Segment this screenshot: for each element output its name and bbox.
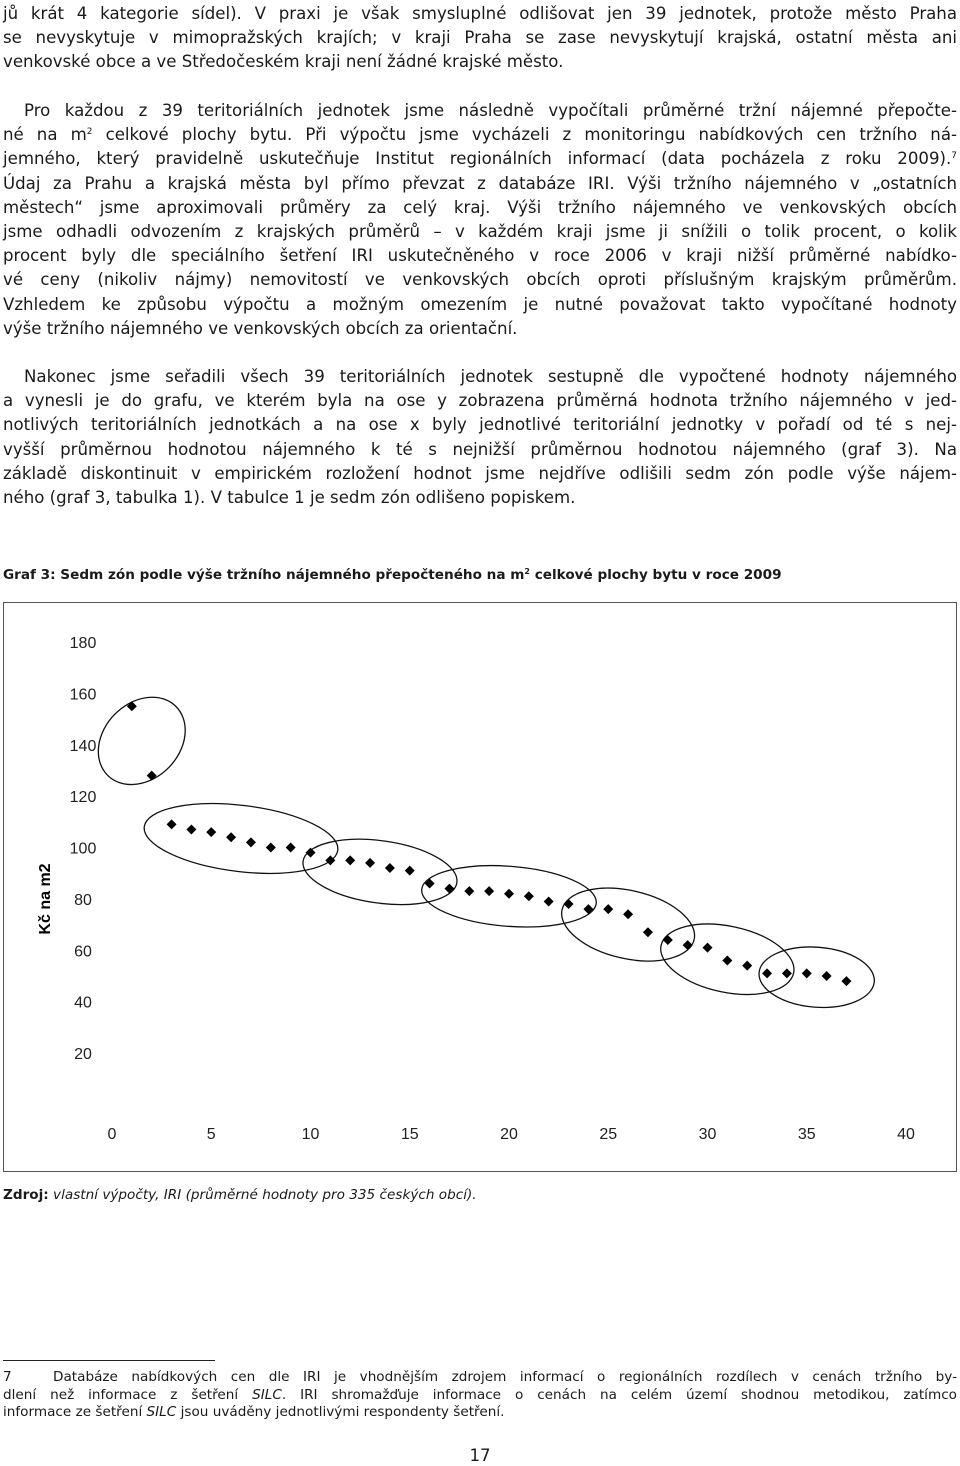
data-point bbox=[524, 891, 534, 901]
page-number: 17 bbox=[469, 1446, 491, 1465]
data-point bbox=[742, 961, 752, 971]
footnote-ref[interactable]: 7 bbox=[951, 151, 957, 162]
y-tick-label: 100 bbox=[69, 840, 97, 858]
text-line: jsme odhadli odvozením z krajských průměrů – v každém kraji jsme ji snížili o tolik procent, o kolik bbox=[3, 222, 957, 242]
source-label: Zdroj: bbox=[3, 1187, 49, 1203]
footnote-number: 7 bbox=[3, 1369, 12, 1385]
x-tick-label: 15 bbox=[400, 1126, 419, 1143]
text-line: Pro každou z 39 teritoriálních jednotek jsme následně vypočítali průměrné tržní nájemné přepočte- bbox=[24, 101, 957, 120]
x-tick-label: 10 bbox=[301, 1126, 320, 1143]
chart-source bbox=[3, 1187, 477, 1203]
text-line: ného (graf 3, tabulka 1). V tabulce 1 je sedm zón odlišeno popiskem. bbox=[3, 488, 576, 508]
data-point bbox=[544, 896, 554, 906]
data-point bbox=[345, 855, 355, 865]
data-point bbox=[802, 968, 812, 978]
caption-text: Graf 3: Sedm zón podle výše tržního nájemného přepočteného na m bbox=[3, 567, 525, 583]
data-point bbox=[425, 878, 435, 888]
data-point bbox=[663, 935, 673, 945]
y-tick-label: 160 bbox=[69, 686, 97, 704]
paragraph-1 bbox=[3, 2, 957, 75]
paragraph-2 bbox=[3, 99, 957, 341]
text-line: vé ceny (nikoliv nájmy) nemovitostí ve venkovských obcích oproti příslušným krajským průměrům. bbox=[3, 270, 957, 290]
text-line: procent byly dle speciálního šetření IRI uskutečněného v roce 2006 v kraji nižší průměrné nabídko- bbox=[3, 246, 957, 266]
zone-ellipse bbox=[140, 794, 341, 883]
data-point bbox=[286, 843, 296, 853]
footnote-divider bbox=[3, 1360, 215, 1361]
data-point bbox=[762, 968, 772, 978]
footnote-line bbox=[3, 1404, 957, 1422]
y-axis-label: Kč na m2 bbox=[37, 863, 54, 935]
text-line: vyšší průměrnou hodnotou nájemného k té s nejnižší průměrnou hodnotou nájemného (graf 3). Na bbox=[3, 439, 957, 459]
footnote-fragment: . IRI shromažďuje informace o cenách na celém území shodnou metodikou, zatímco bbox=[281, 1386, 957, 1403]
y-tick-label: 20 bbox=[74, 1046, 92, 1063]
text-line: notlivých teritoriálních jednotkách a na ose x byly jednotlivé teritoriální jednotky v pořadí od té s nej- bbox=[3, 415, 957, 435]
data-point bbox=[703, 943, 713, 953]
data-point bbox=[841, 976, 851, 986]
x-tick-label: 0 bbox=[107, 1126, 117, 1143]
y-tick-label: 40 bbox=[74, 994, 92, 1012]
footnote-line bbox=[3, 1387, 957, 1405]
paragraph-3 bbox=[3, 365, 957, 510]
data-point bbox=[246, 837, 256, 847]
footnote-body bbox=[3, 1369, 957, 1387]
text-line: výše tržního nájemného ve venkovských obcích za orientační. bbox=[3, 318, 518, 338]
text-line bbox=[3, 147, 957, 171]
data-point bbox=[822, 971, 832, 981]
text-line: Údaj za Prahu a krajská města byl přímo převzat z databáze IRI. Výši tržního nájemného v „ostatních bbox=[3, 173, 957, 193]
data-point bbox=[167, 819, 177, 829]
data-point bbox=[365, 858, 375, 868]
y-tick-label: 140 bbox=[69, 737, 97, 755]
data-point bbox=[722, 956, 732, 966]
y-tick-label: 120 bbox=[69, 789, 97, 807]
y-tick-label: 180 bbox=[69, 635, 97, 652]
data-point bbox=[683, 940, 693, 950]
data-point bbox=[643, 927, 653, 937]
footnote-fragment: informace ze šetření bbox=[3, 1404, 147, 1421]
data-point bbox=[603, 904, 613, 914]
data-point bbox=[464, 886, 474, 896]
superscript: 2 bbox=[86, 127, 93, 138]
text-line: se nevyskytuje v mimopražských krajích; v kraji Praha se zase nevyskytují krajská, ostatní města ani bbox=[3, 28, 957, 48]
text-line: Vzhledem ke způsobu výpočtu a možným omezením je nutné považovat takto vypočítané hodnoty bbox=[3, 294, 957, 314]
x-tick-label: 20 bbox=[500, 1126, 518, 1143]
data-point bbox=[206, 827, 216, 837]
text-line bbox=[3, 123, 957, 147]
text-line: Nakonec jsme seřadili všech 39 teritoriálních jednotek sestupně dle vypočtené hodnoty nájemného bbox=[24, 367, 957, 386]
footnote bbox=[3, 1369, 957, 1422]
zone-ellipse bbox=[299, 830, 461, 913]
source-text: vlastní výpočty, IRI (průměrné hodnoty pro 335 českých obcí). bbox=[48, 1187, 477, 1203]
data-point bbox=[385, 863, 395, 873]
x-tick-label: 35 bbox=[797, 1126, 816, 1143]
data-point bbox=[782, 968, 792, 978]
x-tick-label: 40 bbox=[897, 1126, 915, 1143]
data-point bbox=[226, 832, 236, 842]
text-line: základě diskontinuit v empirickém rozložení hodnot jsme nejdříve odlišili sedm zón podle výše nájem- bbox=[3, 463, 957, 483]
footnote-fragment-italic: SILC bbox=[252, 1386, 282, 1403]
data-point bbox=[623, 909, 633, 919]
text-line: a vynesli je do grafu, ve kterém byla na ose y zobrazena průměrná hodnota tržního nájemného v jed- bbox=[3, 391, 957, 411]
text-line: městech“ jsme aproximovali průměry za celý kraj. Výši tržního nájemného ve venkovských obcích bbox=[3, 197, 957, 217]
data-point bbox=[147, 771, 157, 781]
caption-superscript: 2 bbox=[524, 567, 530, 576]
caption-tail: celkové plochy bytu v roce 2009 bbox=[530, 567, 782, 583]
footnote-fragment-italic: SILC bbox=[146, 1404, 177, 1421]
data-point bbox=[186, 825, 196, 835]
y-tick-label: 80 bbox=[74, 891, 92, 909]
data-point bbox=[306, 848, 316, 858]
x-tick-label: 30 bbox=[698, 1126, 717, 1143]
footnote-fragment: dlení než informace z šetření bbox=[3, 1386, 253, 1403]
data-point bbox=[444, 884, 454, 894]
zone-ellipse bbox=[81, 680, 203, 802]
x-tick-label: 25 bbox=[599, 1126, 618, 1143]
data-point bbox=[484, 886, 494, 896]
zone-ellipse bbox=[555, 876, 702, 972]
text-line: venkovské obce a ve Středočeském kraji není žádné krajské město. bbox=[3, 52, 564, 72]
scatter-chart bbox=[4, 603, 956, 1171]
text-fragment: né na m bbox=[3, 125, 87, 145]
text-line: jů krát 4 kategorie sídel). V praxi je však smysluplné odlišovat jen 39 jednotek, protože město Praha bbox=[3, 4, 957, 23]
text-fragment: jemného, který pravidelně uskutečňuje Institut regionálních informací (data pocházela z roku 2009). bbox=[3, 149, 952, 169]
data-point bbox=[504, 889, 514, 899]
figure-caption bbox=[3, 567, 782, 583]
text-fragment: celkové plochy bytu. Při výpočtu jsme vycházeli z monitoringu nabídkových cen tržního ná- bbox=[92, 125, 957, 145]
data-point bbox=[127, 701, 137, 711]
data-point bbox=[564, 899, 574, 909]
data-point bbox=[583, 904, 593, 914]
footnote-line: Databáze nabídkových cen dle IRI je vhodnějším zdrojem informací o regionálních rozdílech v cenách tržního by- bbox=[53, 1369, 957, 1385]
zone-ellipse bbox=[757, 943, 877, 1012]
footnote-fragment: jsou uváděny jednotlivými respondenty šetření. bbox=[176, 1404, 505, 1421]
data-point bbox=[405, 866, 415, 876]
y-tick-label: 60 bbox=[74, 943, 92, 961]
data-point bbox=[266, 843, 276, 853]
x-tick-label: 5 bbox=[206, 1126, 216, 1143]
chart-frame bbox=[3, 602, 957, 1172]
